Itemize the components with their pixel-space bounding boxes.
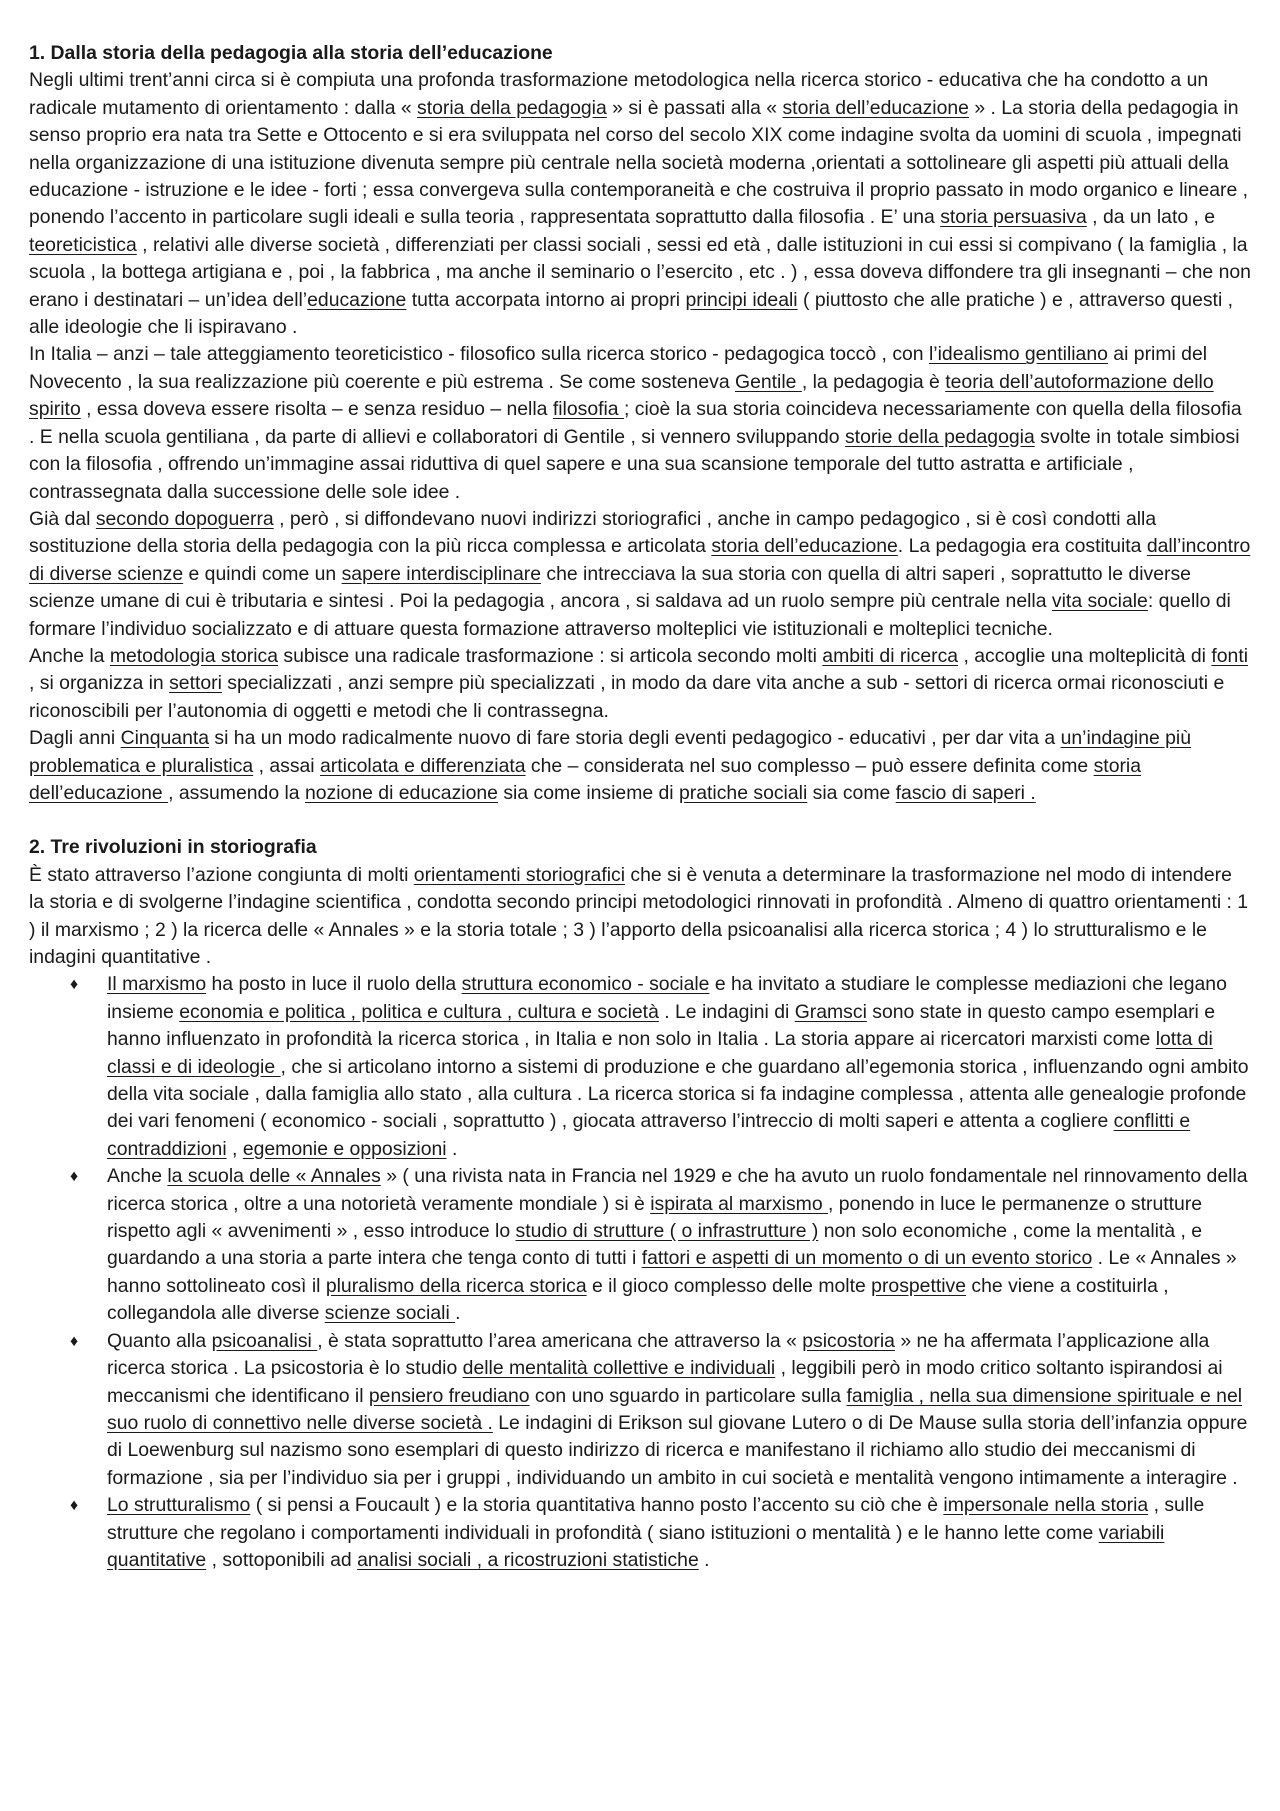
underlined-term: sapere interdisciplinare [341, 562, 541, 585]
underlined-term: studio di strutture ( o infrastrutture ) [515, 1220, 819, 1243]
underlined-term: delle mentalità collettive e individuali [462, 1357, 776, 1380]
underlined-term: Cinquanta [120, 727, 210, 750]
underlined-term: storia persuasiva [940, 206, 1087, 229]
underlined-term: filosofia [552, 398, 624, 421]
underlined-term: fonti [1211, 644, 1249, 667]
underlined-term: pensiero freudiano [368, 1384, 530, 1407]
underlined-term: storia della pedagogia [417, 96, 607, 119]
underlined-term: lotta di classi e di ideologie [107, 1028, 1213, 1078]
underlined-term: teoreticistica [29, 233, 137, 256]
underlined-term: Gramsci [794, 1000, 867, 1023]
underlined-term: metodologia storica [109, 644, 279, 667]
underlined-term: teoria dell’autoformazione dello spirito [29, 370, 1214, 421]
diamond-bullet-icon: ♦ [70, 1332, 79, 1350]
underlined-term: famiglia , nella sua dimensione spirituale e nel suo ruolo di connettivo nelle diverse società . [107, 1384, 1243, 1434]
underlined-term: analisi sociali , a ricostruzioni statistiche [357, 1548, 699, 1571]
underlined-term: psicostoria [802, 1329, 895, 1352]
paragraph: Anche la metodologia storica subisce una radicale trasformazione : si articola secondo molti ambiti di ricerca , accoglie una molteplicità di fonti , si organizza in settori specializzati , anzi sempre più specializzati , in modo da dare vita anche a sub - settori di ricerca ormai riconosciuti e riconoscibili per l’autonomia di oggetti e metodi che li contrassegna. [29, 644, 1249, 722]
underlined-term: prospettive [871, 1274, 967, 1297]
list-item [70, 1163, 1252, 1327]
underlined-term: pratiche sociali [679, 781, 808, 804]
underlined-term: impersonale nella storia [943, 1494, 1149, 1517]
underlined-term: la scuola delle « Annales [167, 1165, 381, 1188]
bullet-list [29, 971, 1252, 1574]
section-2-title: 2. Tre rivoluzioni in storiografia [29, 836, 317, 859]
underlined-term: dall’incontro di diverse scienze [29, 535, 1251, 585]
diamond-bullet-icon: ♦ [70, 976, 79, 994]
list-item-text: Il marxismo ha posto in luce il ruolo della struttura economico - sociale e ha invitato a studiare le complesse mediazioni che legano insieme economia e politica , politica e cultura , cultura e società . Le indagini di Gramsci sono state in questo campo esemplari e hanno influenzato in profondità la ricerca storica , in Italia e non solo in Italia . La storia appare ai ricercatori marxisti come lotta di classi e di ideologie , che si articolano intorno a sistemi di produzione e che guardano all’egemonia storica , influenzando ogni ambito della vita sociale , dalla famiglia allo stato , alla cultura . La ricerca storica si fa indagine complessa , attenta alle genealogie profonde dei vari fenomeni ( economico - sociali , soprattutto ) , giocata attraverso l’intreccio di molti saperi e attenta a cogliere conflitti e contraddizioni , egemonie e opposizioni . [107, 973, 1249, 1160]
underlined-term: storie della pedagogia [844, 425, 1035, 448]
list-item-text: Lo strutturalismo ( si pensi a Foucault ) e la storia quantitativa hanno posto l’accento su ciò che è impersonale nella storia , sulle strutture che regolano i comportamenti individuali in profondità ( siano istituzioni o mentalità ) e le hanno lette come variabili quantitative , sottoponibili ad analisi sociali , a ricostruzioni statistiche . [107, 1494, 1205, 1571]
underlined-term: ispirata al marxismo [650, 1192, 828, 1215]
list-item [70, 971, 1252, 1163]
underlined-term: storia dell’educazione [711, 535, 898, 558]
underlined-term: fattori e aspetti di un momento o di un evento storico [641, 1247, 1093, 1270]
underlined-term: articolata e differenziata [320, 754, 526, 777]
diamond-bullet-icon: ♦ [70, 1497, 79, 1515]
list-item [70, 1492, 1252, 1574]
underlined-term: Gentile [735, 370, 802, 393]
underlined-term: psicoanalisi [211, 1329, 318, 1352]
section-2-intro: È stato attraverso l’azione congiunta di molti orientamenti storiografici che si è venuta a determinare la trasformazione nel modo di intendere la storia e di svolgerne l’indagine scientifica , condotta secondo principi metodologici rinnovati in profondità . Almeno di quattro orientamenti : 1 ) il marxismo ; 2 ) la ricerca delle « Annales » e la storia totale ; 3 ) l’apporto della psicoanalisi alla ricerca storica ; 4 ) lo strutturalismo e le indagini quantitative . [29, 863, 1249, 968]
underlined-term: nozione di educazione [304, 781, 498, 804]
underlined-term: egemonie e opposizioni [242, 1137, 447, 1160]
underlined-term: settori [169, 672, 222, 695]
underlined-term: Lo strutturalismo [107, 1494, 251, 1517]
underlined-term: economia e politica , politica e cultura , cultura e società [179, 1000, 659, 1023]
diamond-bullet-icon: ♦ [70, 1168, 79, 1186]
section-1-body [29, 67, 1252, 807]
underlined-term: struttura economico - sociale [461, 973, 710, 996]
section-2 [29, 834, 1252, 1574]
paragraph: In Italia – anzi – tale atteggiamento teoreticistico - filosofico sulla ricerca storico - pedagogica toccò , con l’idealismo gentiliano ai primi del Novecento , la sua realizzazione più coerente e più estrema . Se come sosteneva Gentile , la pedagogia è teoria dell’autoformazione dello spirito , essa doveva essere risolta – e senza residuo – nella filosofia ; cioè la sua storia coincideva necessariamente con quella della filosofia . E nella scuola gentiliana , da parte di allievi e collaboratori di Gentile , si vennero sviluppando storie della pedagogia svolte in totale simbiosi con la filosofia , offrendo un’immagine assai riduttiva di quel sapere e una sua scansione temporale del tutto astratta e artificiale , contrassegnata dalla successione delle sole idee . [29, 343, 1242, 503]
paragraph: Dagli anni Cinquanta si ha un modo radicalmente nuovo di fare storia degli eventi pedagogico - educativi , per dar vita a un’indagine più problematica e pluralistica , assai articolata e differenziata che – considerata nel suo complesso – può essere definita come storia dell’educazione , assumendo la nozione di educazione sia come insieme di pratiche sociali sia come fascio di saperi . [29, 727, 1192, 804]
list-item-text: Quanto alla psicoanalisi , è stata soprattutto l’area americana che attraverso la « psicostoria » ne ha affermata l’applicazione alla ricerca storica . La psicostoria è lo studio delle mentalità collettive e individuali , leggibili però in modo critico soltanto ispirandosi ai meccanismi che identificano il pensiero freudiano con uno sguardo in particolare sulla famiglia , nella sua dimensione spirituale e nel suo ruolo di connettivo nelle diverse società . Le indagini di Erikson sul giovane Lutero o di De Mause sulla storia dell’infanzia oppure di Loewenburg sul nazismo sono esemplari di questo indirizzo di ricerca e manifestano il richiamo allo studio dei meccanismi di formazione , sia per l’individuo sia per i gruppi , individuando un ambito in cui società e mentalità vengono intimamente a interagire . [107, 1329, 1248, 1489]
underlined-term: l’idealismo gentiliano [928, 343, 1108, 366]
underlined-term: pluralismo della ricerca storica [325, 1274, 587, 1297]
underlined-term: principi ideali [685, 288, 798, 311]
underlined-term: storia dell’educazione [782, 96, 969, 119]
underlined-term: storia dell’educazione [29, 754, 1142, 804]
underlined-term: scienze sociali [324, 1302, 456, 1325]
list-item [70, 1328, 1252, 1492]
section-1 [29, 40, 1252, 807]
underlined-term: variabili quantitative [107, 1521, 1165, 1571]
underlined-term: Il marxismo [107, 973, 207, 996]
underlined-term: conflitti e contraddizioni [107, 1110, 1191, 1160]
underlined-term: vita sociale [1051, 590, 1148, 613]
underlined-term: educazione [307, 288, 407, 311]
section-1-title: 1. Dalla storia della pedagogia alla storia dell’educazione [29, 42, 553, 64]
underlined-term: secondo dopoguerra [95, 507, 274, 530]
section-spacer [29, 807, 1252, 834]
underlined-term: un’indagine più problematica e pluralistica [29, 727, 1192, 777]
paragraph: Già dal secondo dopoguerra , però , si diffondevano nuovi indirizzi storiografici , anche in campo pedagogico , si è così condotti alla sostituzione della storia della pedagogia con la più ricca complessa e articolata storia dell’educazione. La pedagogia era costituita dall’incontro di diverse scienze e quindi come un sapere interdisciplinare che intrecciava la sua storia con quella di altri saperi , soprattutto le diverse scienze umane di cui è tributaria e sintesi . Poi la pedagogia , ancora , si saldava ad un ruolo sempre più centrale nella vita sociale: quello di formare l’individuo socializzato e di attuare questa formazione attraverso molteplici vie istituzionali e molteplici tecniche. [29, 507, 1251, 640]
underlined-term: orientamenti storiografici [413, 863, 626, 886]
list-item-text: Anche la scuola delle « Annales » ( una rivista nata in Francia nel 1929 e che ha avuto un ruolo fondamentale nel rinnovamento della ricerca storica , oltre a una notorietà veramente mondiale ) si è ispirata al marxismo , ponendo in luce le permanenze o strutture rispetto agli « avvenimenti » , esso introduce lo studio di strutture ( o infrastrutture ) non solo economiche , come la mentalità , e guardando a una storia a parte intera che tenga conto di tutti i fattori e aspetti di un momento o di un evento storico . Le « Annales » hanno sottolineato così il pluralismo della ricerca storica e il gioco complesso delle molte prospettive che viene a costituirla , collegandola alle diverse scienze sociali . [107, 1165, 1248, 1325]
paragraph: Negli ultimi trent’anni circa si è compiuta una profonda trasformazione metodologica nella ricerca storico - educativa che ha condotto a un radicale mutamento di orientamento : dalla « storia della pedagogia » si è passati alla « storia dell’educazione » . La storia della pedagogia in senso proprio era nata tra Sette e Ottocento e si era sviluppata nel corso del secolo XIX come indagine svolta da uomini di scuola , impegnati nella organizzazione di una istituzione divenuta sempre più centrale nella società moderna ,orientati a sottolineare gli aspetti più attuali della educazione - istruzione e le idee - forti ; essa convergeva sulla contemporaneità e che costruiva il proprio passato in modo organico e lineare , ponendo l’accento in particolare sugli ideali e sulla teoria , rappresentata soprattutto dalla filosofia . E’ una storia persuasiva , da un lato , e teoreticistica , relativi alle diverse società , differenziati per classi sociali , sessi ed età , dalle istituzioni in cui essi si compivano ( la famiglia , la scuola , la bottega artigiana e , poi , la fabbrica , ma anche il seminario o l’esercito , etc . ) , essa doveva diffondere tra gli insegnanti – che non erano i destinatari – un’idea dell’educazione tutta accorpata intorno ai propri principi ideali ( piuttosto che alle pratiche ) e , attraverso questi , alle ideologie che li ispiravano . [29, 69, 1251, 339]
underlined-term: fascio di saperi . [895, 781, 1036, 804]
underlined-term: ambiti di ricerca [822, 644, 959, 667]
